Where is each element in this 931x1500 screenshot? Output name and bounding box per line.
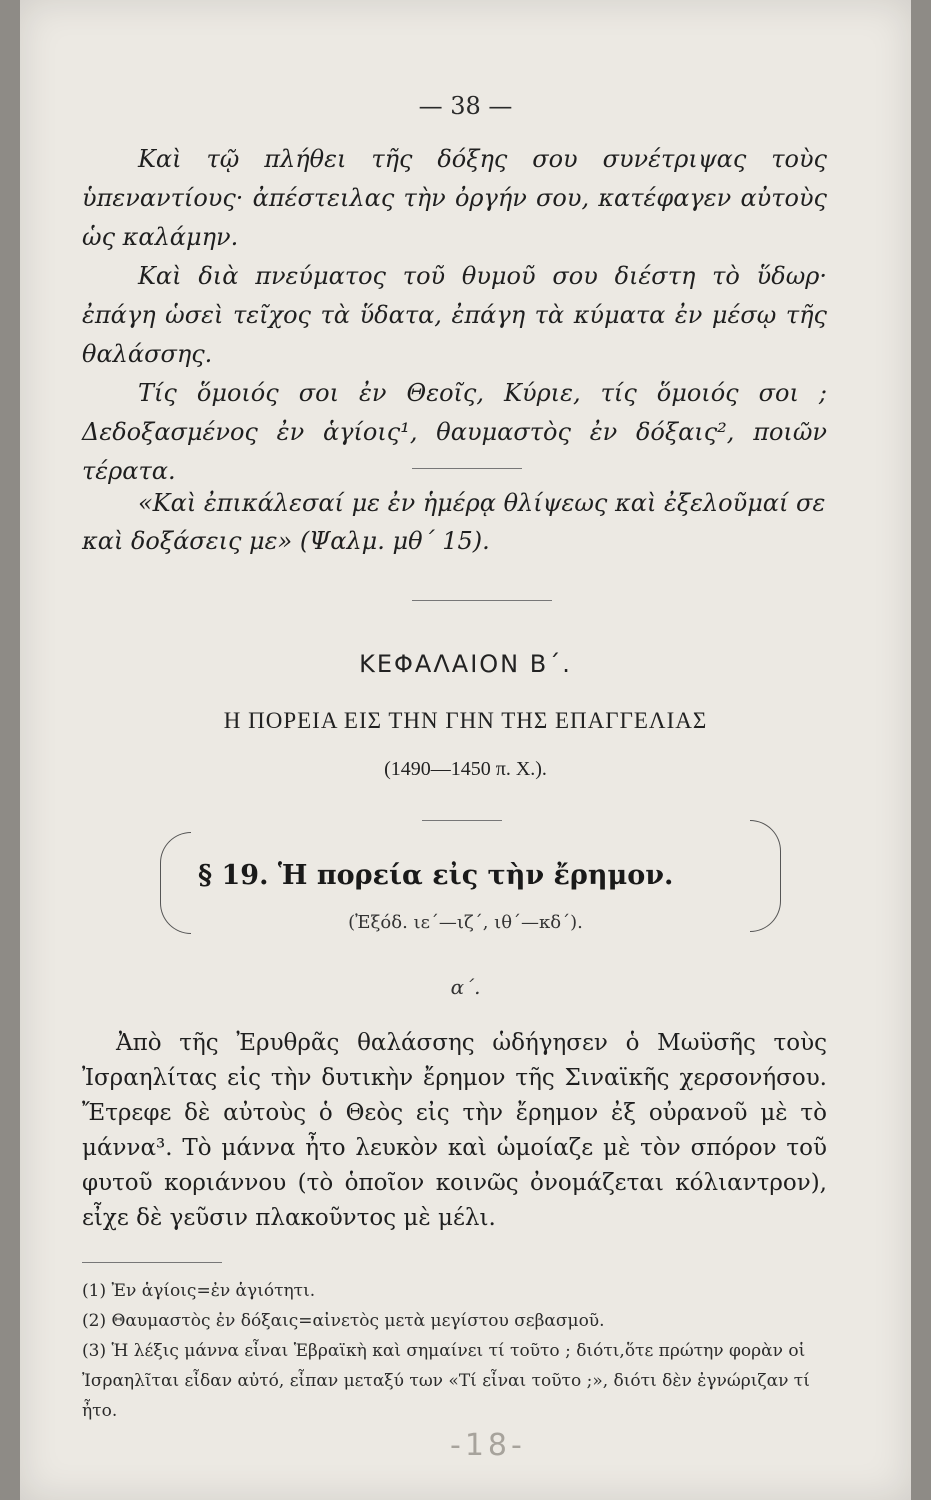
footnote-3: (3) Ἡ λέξις μάννα εἶναι Ἑβραϊκὴ καὶ σημαίνει τί τοῦτο ; διότι,ὅτε πρώτην φορὰν οἱ Ἰσραηλῖται εἶδαν αὐτό, εἶπαν μεταξύ των «Τί εἶναι τοῦτο ;», διότι δὲν ἐγνώριζαν τί ἦτο. xyxy=(82,1341,810,1421)
handwritten-page-mark: -18- xyxy=(450,1428,526,1463)
section-reference: (Ἐξόδ. ιε΄—ιζ΄, ιθ΄—κδ΄). xyxy=(348,912,583,933)
book-page xyxy=(20,0,911,1500)
footnote-2: (2) Θαυμαστὸς ἐν δόξαις=αἰνετὸς μετὰ μεγίστου σεβασμοῦ. xyxy=(82,1311,605,1331)
divider-2 xyxy=(412,600,552,601)
page-number: — 38 — xyxy=(418,92,513,120)
chapter-dates: (1490—1450 π. Χ.). xyxy=(384,758,547,780)
ode-text xyxy=(82,140,827,491)
section-heading: § 19. Ἡ πορεία εἰς τὴν ἔρημον. xyxy=(198,860,674,891)
footnote-1: (1) Ἐν ἁγίοις=ἐν ἁγιότητι. xyxy=(82,1281,316,1301)
ode-verse-2: Καὶ διὰ πνεύματος τοῦ θυμοῦ σου διέστη τὸ ὕδωρ· ἐπάγη ὡσεὶ τεῖχος τὰ ὕδατα, ἐπάγη τὰ κύματα ἐν μέσῳ τῆς θαλάσσης. xyxy=(82,262,827,368)
subsection-marker: α΄. xyxy=(450,975,481,999)
footnotes xyxy=(82,1276,827,1426)
body-text: Ἀπὸ τῆς Ἐρυθρᾶς θαλάσσης ὡδήγησεν ὁ Μωϋσῆς τοὺς Ἰσραηλίτας εἰς τὴν δυτικὴν ἔρημον τῆς Σιναϊκῆς χερσονήσου. Ἔτρεφε δὲ αὐτοὺς ὁ Θεὸς εἰς τὴν ἔρημον ἐξ οὐρανοῦ μὲ τὸ μάννα³. Τὸ μάννα ἦτο λευκὸν καὶ ὡμοίαζε μὲ τὸν σπόρον τοῦ φυτοῦ κοριάννου (τὸ ὁποῖον κοινῶς ὀνομάζεται κόλιαντρον), εἶχε δὲ γεῦσιν πλακοῦντος μὲ μέλι. xyxy=(82,1030,827,1231)
psalm-quote: «Καὶ ἐπικάλεσαί με ἐν ἡμέρᾳ θλίψεως καὶ ἐξελοῦμαί σε καὶ δοξάσεις με» (Ψαλμ. μθ΄ 15). xyxy=(82,489,826,555)
chapter-subtitle: Η ΠΟΡΕΙΑ ΕΙΣ ΤΗΝ ΓΗΝ ΤΗΣ ΕΠΑΓΓΕΛΙΑΣ xyxy=(223,708,708,733)
ode-verse-3: Τίς ὅμοιός σοι ἐν Θεοῖς, Κύριε, τίς ὅμοιός σοι ; Δεδοξασμένος ἐν ἁγίοις¹, θαυμαστὸς ἐν δόξαις², ποιῶν τέρατα. xyxy=(82,379,827,485)
body-paragraph xyxy=(82,1026,827,1236)
footnote-divider xyxy=(82,1262,222,1263)
divider-3 xyxy=(422,820,502,821)
chapter-title: ΚΕΦΑΛΑΙΟΝ Β΄. xyxy=(359,650,572,678)
ode-verse-1: Καὶ τῷ πλήθει τῆς δόξης σου συνέτριψας τοὺς ὑπεναντίους· ἀπέστειλας τὴν ὀργήν σου, κατέφαγεν αὐτοὺς ὡς καλάμην. xyxy=(82,145,827,251)
divider-1 xyxy=(412,468,522,469)
